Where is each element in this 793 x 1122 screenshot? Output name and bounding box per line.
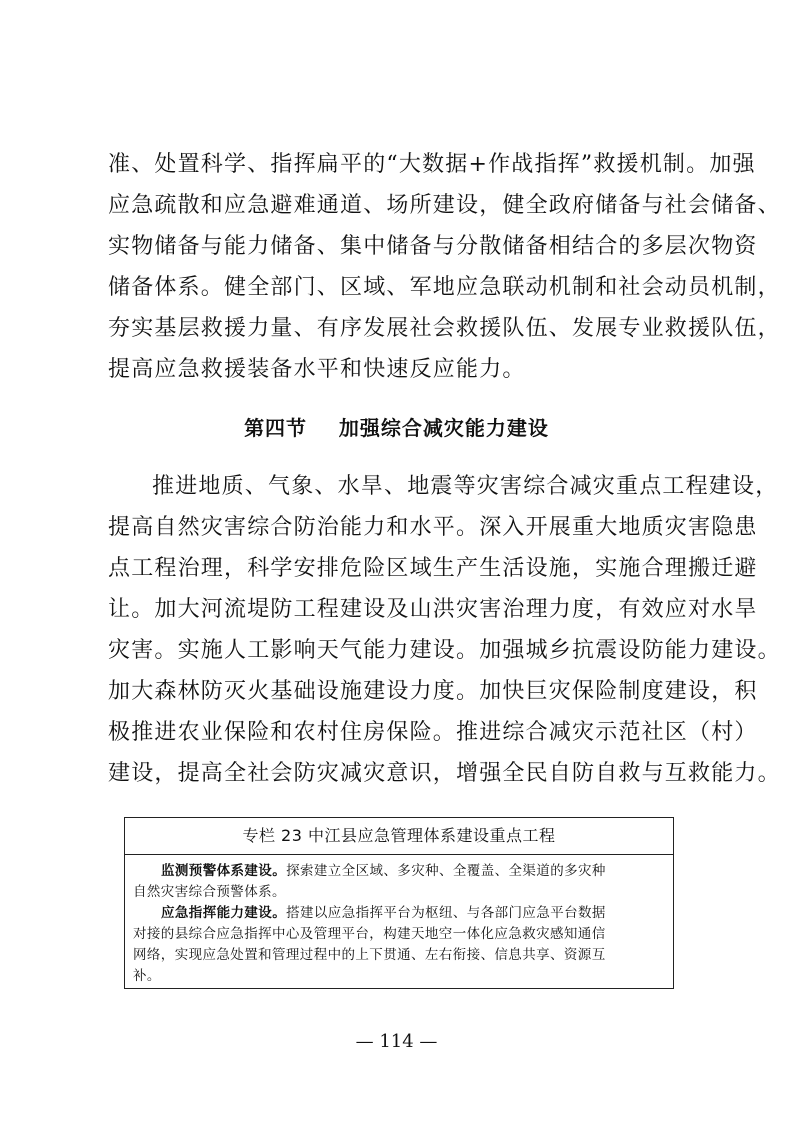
box-item-line: 对接的县综合应急指挥中心及管理平台，构建天地空一体化应急救灾感知通信 <box>133 926 606 942</box>
paragraph-line: 实物储备与能力储备、集中储备与分散储备相结合的多层次物资 <box>108 234 758 259</box>
body-paragraph-1 <box>108 144 781 390</box>
paragraph-line: 让。加大河流堤防工程建设及山洪灾害治理力度，有效应对水旱 <box>108 597 758 622</box>
feature-box-body <box>125 855 673 987</box>
feature-box <box>124 817 674 989</box>
box-item-line: 自然灾害综合预警体系。 <box>133 884 286 900</box>
feature-box-title: 专栏 23 中江县应急管理体系建设重点工程 <box>125 818 673 855</box>
section-heading: 第四节 加强综合减灾能力建设 <box>244 416 549 440</box>
paragraph-line: 极推进农业保险和农村住房保险。推进综合减灾示范社区（村） <box>108 720 758 745</box>
paragraph-line: 推进地质、气象、水旱、地震等灾害综合减灾重点工程建设， <box>152 474 779 499</box>
body-paragraph-2 <box>108 466 781 794</box>
paragraph-line: 点工程治理，科学安排危险区域生产生活设施，实施合理搬迁避 <box>108 556 758 581</box>
paragraph-line: 提高应急救援装备水平和快速反应能力。 <box>108 357 526 382</box>
box-item-line: 网络，实现应急处置和管理过程中的上下贯通、左右衔接、信息共享、资源互 <box>133 947 606 963</box>
paragraph-line: 夯实基层救援力量、有序发展社会救援队伍、发展专业救援队伍， <box>108 316 781 341</box>
box-item-line: 补。 <box>133 968 161 984</box>
box-item-heading: 应急指挥能力建设。 <box>161 905 287 921</box>
paragraph-line: 建设，提高全社会防灾减灾意识，增强全民自防自救与互救能力。 <box>108 761 781 786</box>
box-item-line <box>133 861 665 882</box>
page-number: — 114 — <box>355 1031 438 1052</box>
paragraph-line: 加大森林防灭火基础设施建设力度。加快巨灾保险制度建设，积 <box>108 679 758 704</box>
box-item-text: 探索建立全区域、多灾种、全覆盖、全渠道的多灾种 <box>286 863 606 879</box>
paragraph-line: 应急疏散和应急避难通道、场所建设，健全政府储备与社会储备、 <box>108 193 781 218</box>
paragraph-line: 灾害。实施人工影响天气能力建设。加强城乡抗震设防能力建设。 <box>108 638 781 663</box>
box-item-heading: 监测预警体系建设。 <box>161 863 287 879</box>
box-item-line <box>133 903 665 924</box>
box-item-text: 搭建以应急指挥平台为枢纽、与各部门应急平台数据 <box>286 905 606 921</box>
paragraph-line: 储备体系。健全部门、区域、军地应急联动机制和社会动员机制， <box>108 275 781 300</box>
paragraph-line: 提高自然灾害综合防治能力和水平。深入开展重大地质灾害隐患 <box>108 515 758 540</box>
paragraph-line: 准、处置科学、指挥扁平的“大数据+作战指挥”救援机制。加强 <box>108 152 756 177</box>
